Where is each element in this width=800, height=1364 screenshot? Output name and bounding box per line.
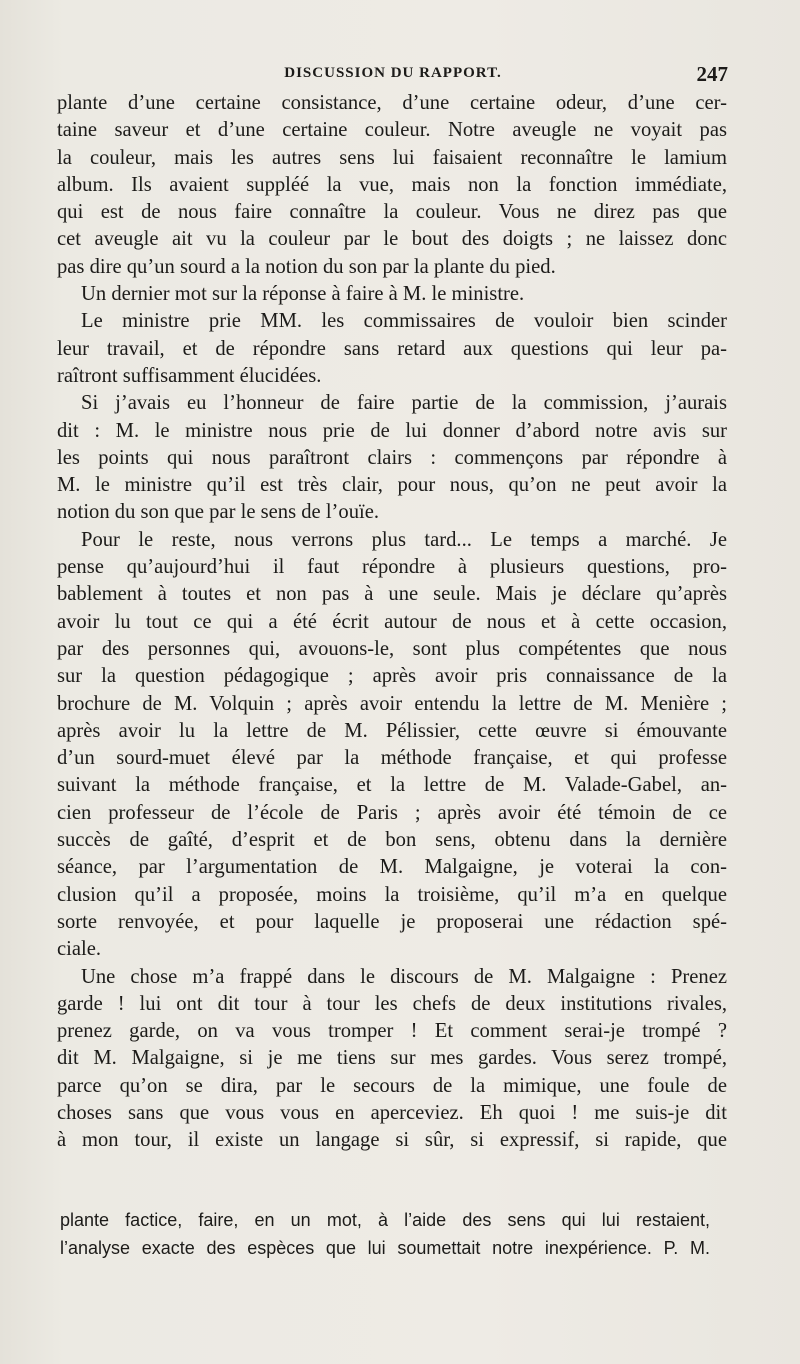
text-line: sur la question pédagogique ; après avoir pris connaissance de la — [57, 665, 727, 688]
text-line: suivant la méthode française, et la lettre de M. Valade-Gabel, an- — [57, 774, 727, 797]
text-line: dit M. Malgaigne, si je me tiens sur mes gardes. Vous serez trompé, — [57, 1047, 727, 1070]
text-line: cet aveugle ait vu la couleur par le bout des doigts ; ne laissez donc — [57, 228, 727, 251]
text-line: avoir lu tout ce qui a été écrit autour de nous et à cette occasion, — [57, 610, 727, 633]
text-line: choses sans que vous vous en aperceviez. Eh quoi ! me suis-je dit — [57, 1101, 727, 1124]
text-line: album. Ils avaient suppléé la vue, mais non la fonction immédiate, — [57, 173, 727, 196]
text-line: raîtront suffisamment élucidées. — [57, 364, 322, 387]
text-line: d’un sourd-muet élevé par la méthode française, et qui professe — [57, 747, 727, 770]
text-line: Un dernier mot sur la réponse à faire à M. le ministre. — [81, 283, 525, 306]
text-line: garde ! lui ont dit tour à tour les chefs de deux institutions rivales, — [57, 992, 727, 1015]
text-line: leur travail, et de répondre sans retard aux questions qui leur pa- — [57, 337, 727, 360]
text-line: cien professeur de l’école de Paris ; après avoir été témoin de ce — [57, 801, 727, 824]
running-title: DISCUSSION DU RAPPORT. — [284, 65, 502, 81]
running-head — [58, 62, 728, 86]
text-line: clusion qu’il a proposée, moins la troisième, qu’il m’a en quelque — [57, 883, 727, 906]
text-line: brochure de M. Volquin ; après avoir entendu la lettre de M. Menière ; — [57, 692, 727, 715]
text-line: Le ministre prie MM. les commissaires de vouloir bien scinder — [81, 310, 727, 333]
text-line: après avoir lu la lettre de M. Pélissier, cette œuvre si émouvante — [57, 719, 727, 742]
text-line: prenez garde, on va vous tromper ! Et comment serai-je trompé ? — [57, 1020, 727, 1043]
text-line: la couleur, mais les autres sens lui faisaient reconnaître le lamium — [57, 146, 727, 169]
text-line: parce qu’on se dira, par le secours de la mimique, une foule de — [57, 1074, 727, 1097]
text-line: ciale. — [57, 938, 102, 961]
text-line: par des personnes qui, avouons-le, sont plus compétentes que nous — [57, 637, 727, 660]
text-line: séance, par l’argumentation de M. Malgaigne, je voterai la con- — [57, 856, 727, 879]
text-line: plante d’une certaine consistance, d’une certaine odeur, d’une cer- — [57, 92, 727, 114]
footnote-line: l’analyse exacte des espèces que lui soumettait notre inexpérience. P. M. — [60, 1237, 710, 1258]
text-line: Une chose m’a frappé dans le discours de M. Malgaigne : Prenez — [81, 965, 727, 988]
text-line: pas dire qu’un sourd a la notion du son par la plante du pied. — [57, 255, 556, 278]
text-line: notion du son que par le sens de l’ouïe. — [57, 501, 379, 524]
text-line: qui est de nous faire connaître la couleur. Vous ne direz pas que — [57, 201, 727, 224]
text-line: taine saveur et d’une certaine couleur. Notre aveugle ne voyait pas — [57, 119, 727, 142]
text-line: M. le ministre qu’il est très clair, pour nous, qu’on ne peut avoir la — [57, 474, 727, 497]
text-line: bablement à toutes et non pas à une seule. Mais je déclare qu’après — [57, 583, 727, 606]
page-number: 247 — [696, 62, 728, 86]
footnote-line: plante factice, faire, en un mot, à l’aide des sens qui lui restaient, — [60, 1210, 710, 1230]
text-line: Si j’avais eu l’honneur de faire partie de la commission, j’aurais — [81, 392, 727, 415]
footnote — [60, 1207, 710, 1262]
body-text — [57, 90, 727, 1155]
text-line: les points qui nous paraîtront clairs : commençons par répondre à — [57, 446, 727, 469]
text-line: dit : M. le ministre nous prie de lui donner d’abord notre avis sur — [57, 419, 727, 442]
text-line: sorte renvoyée, et pour laquelle je proposerai une rédaction spé- — [57, 910, 727, 933]
text-line: pense qu’aujourd’hui il faut répondre à plusieurs questions, pro- — [57, 556, 727, 579]
text-line: succès de gaîté, d’esprit et de bon sens, obtenu dans la dernière — [57, 829, 727, 852]
text-line: à mon tour, il existe un langage si sûr, si expressif, si rapide, que — [57, 1129, 727, 1152]
text-line: Pour le reste, nous verrons plus tard... Le temps a marché. Je — [81, 528, 727, 551]
